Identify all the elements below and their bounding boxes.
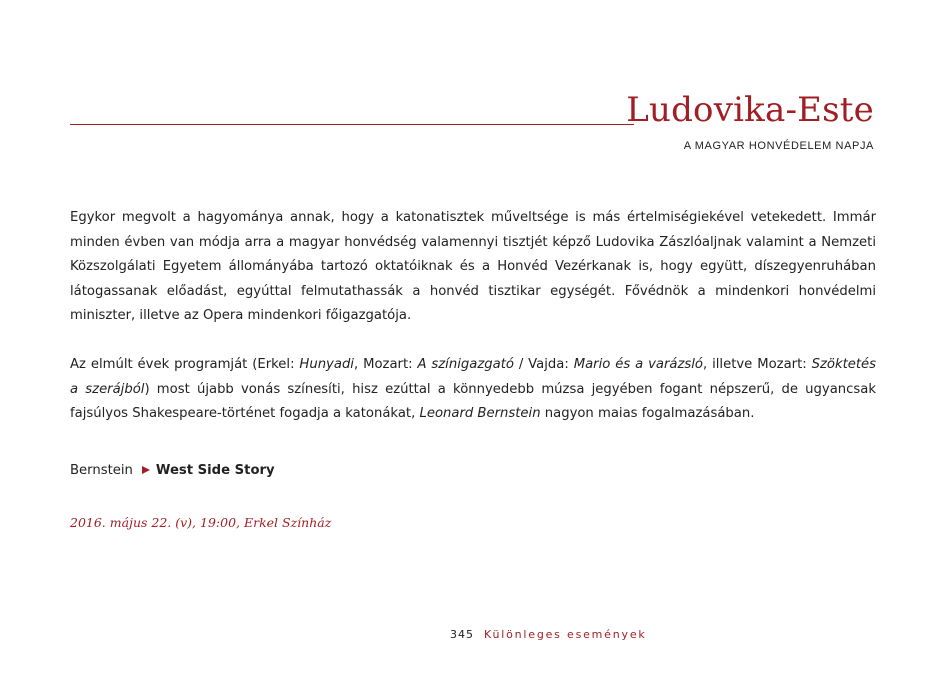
italic-title-segment: Hunyadi	[299, 357, 354, 372]
header-rule	[70, 124, 634, 125]
body-text	[70, 206, 876, 427]
program-line	[70, 461, 275, 481]
work-title: West Side Story	[155, 463, 275, 478]
text-segment: Az elmúlt évek programját (Erkel:	[70, 357, 300, 372]
page-number: 345	[450, 628, 474, 641]
page-subtitle: A MAGYAR HONVÉDELEM NAPJA	[683, 140, 874, 152]
paragraph-intro	[70, 206, 876, 329]
event-date-venue: 2016. május 22. (v), 19:00, Erkel Színház	[70, 515, 332, 530]
text-segment: , Mozart:	[353, 357, 418, 372]
text-segment: / Vajda:	[513, 357, 574, 372]
paragraph-program-history	[70, 353, 876, 427]
italic-title-segment: Mario és a varázsló	[573, 357, 704, 372]
composer-name: Bernstein	[70, 463, 133, 478]
text-segment: Egykor megvolt a hagyománya annak, hogy a katonatisztek műveltsége is más értelmiségiekével vetekedett. Immár minden évben van módja arra a magyar honvédség valamennyi tisztjét képző Ludovika Zászlóaljnak valamint a Nemzeti Közszolgálati Egyetem állományába tartozó oktatóiknak és a Honvéd Vezérkanak is, hogy együtt, díszegyenruhában látogassanak előadást, egyúttal felmutathassák a honvéd tisztikar egységét. Fővédnök a mindenkori honvédelmi miniszter, illetve az Opera mindenkori főigazgatója.	[70, 210, 876, 323]
italic-title-segment: A színigazgató	[417, 357, 514, 372]
section-name: Különleges események	[484, 628, 647, 641]
page-footer	[450, 628, 647, 642]
italic-title-segment: Leonard Bernstein	[419, 406, 541, 421]
text-segment: , illetve Mozart:	[703, 357, 812, 372]
text-segment: nagyon maias fogalmazásában.	[540, 406, 755, 421]
page-title: Ludovika-Este	[626, 90, 874, 130]
italic-title-segment: Szöktetés a szerájból	[70, 357, 877, 397]
text-segment: ) most újabb vonás színesíti, hisz ezúttal a könnyedebb múzsa jegyében fogant népszerű, de ugyancsak fajsúlyos Shakespeare-történet fogadja a katonákat,	[70, 381, 876, 421]
play-triangle-icon	[142, 466, 150, 474]
